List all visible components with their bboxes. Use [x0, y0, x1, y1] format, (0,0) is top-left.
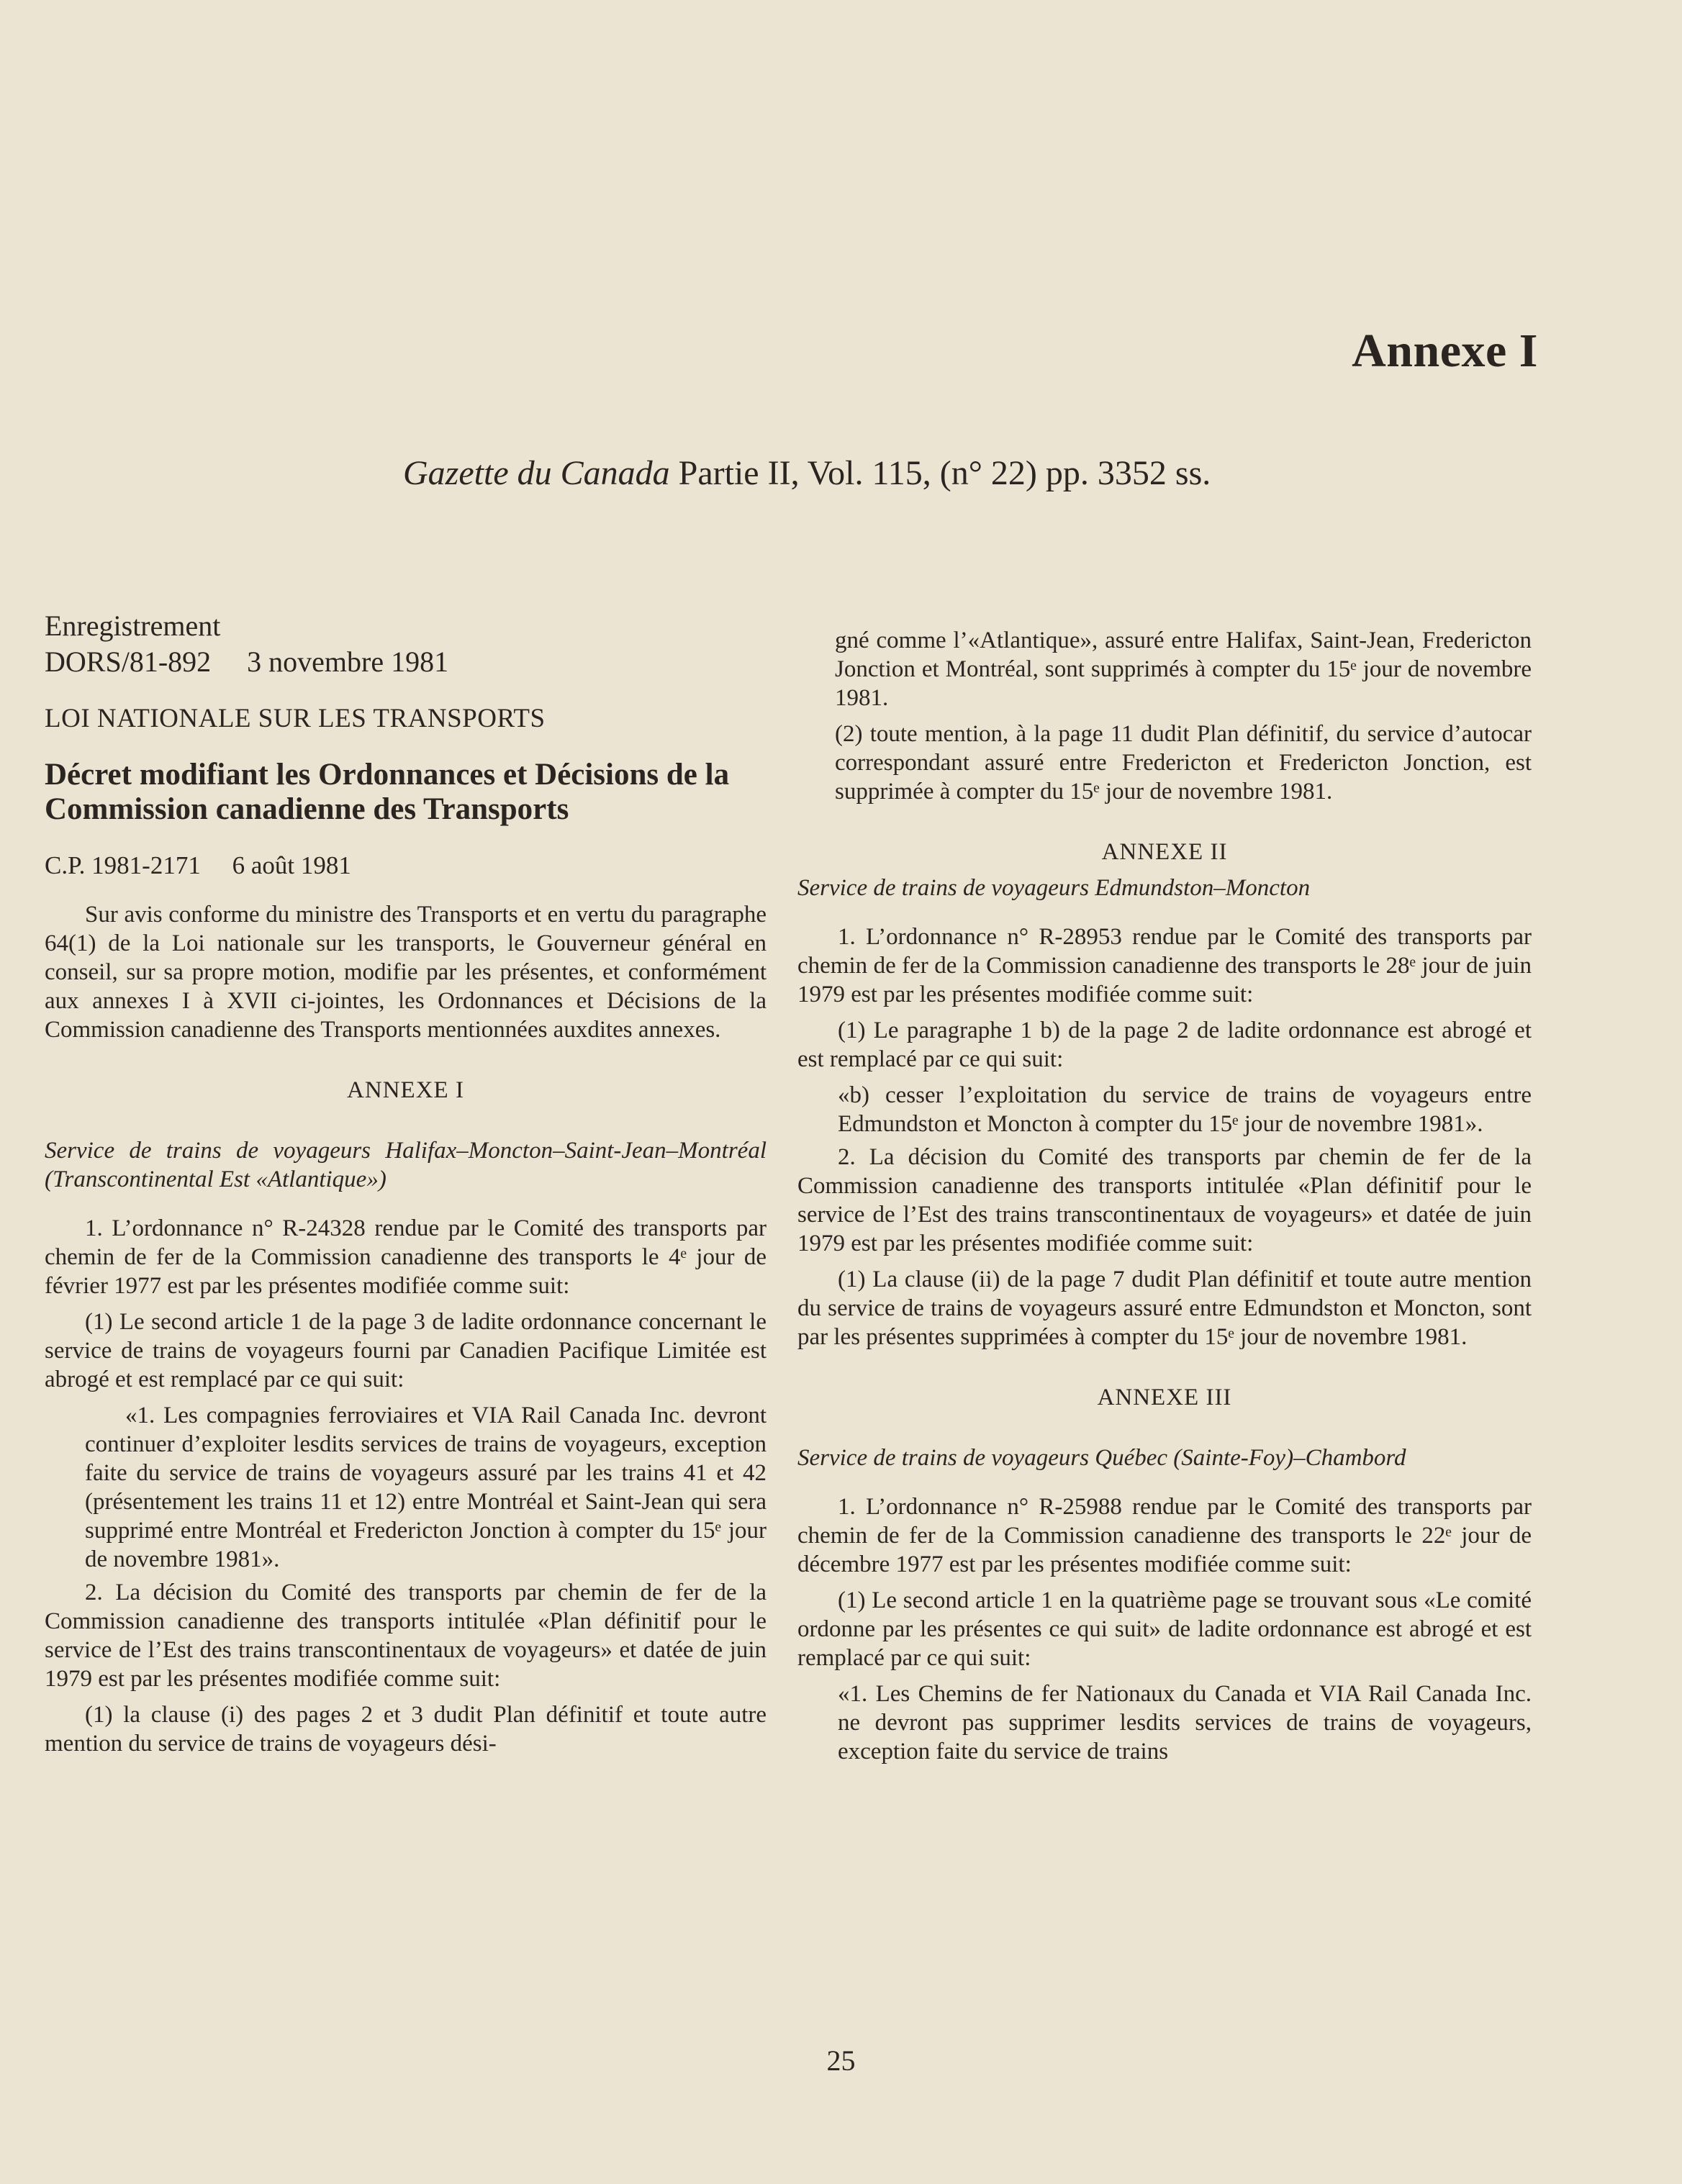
annexe-i-paragraph-1: 1. L’ordonnance n° R-24328 rendue par le Comité des transports par chemin de fer de la Commission canadienne des transports le 4ᵉ jour de février 1977 est par les présentes modifiée comme suit:: [45, 1215, 767, 1299]
annexe-heading: Annexe I: [1352, 325, 1538, 377]
annexe-i-paragraph-2-1: (1) la clause (i) des pages 2 et 3 dudit Plan définitif et toute autre mention du service de trains de voyageurs dési-: [45, 1702, 767, 1757]
annexe-iii-subtitle: Service de trains de voyageurs Québec (Sainte-Foy)–Chambord: [797, 1445, 1406, 1471]
annexe-i-quote: «1. Les compagnies ferroviaires et VIA Rail Canada Inc. devront continuer d’exploiter lesdits services de trains de voyageurs, exception faite du service de trains de voyageurs assuré par les trains 41 et 42 (présentement les trains 11 et 12) entre Montréal et Saint-Jean qui sera supprimé entre Montréal et Fredericton Jonction à compter du 15ᵉ jour de novembre 1981».: [85, 1403, 767, 1572]
annexe-iii-paragraph-1-1: (1) Le second article 1 en la quatrième page se trouvant sous «Le comité ordonne par les présentes ce qui suit» de ladite ordonnance est abrogé et est remplacé par ce qui suit:: [797, 1587, 1532, 1671]
annexe-iii-heading: ANNEXE III: [1097, 1385, 1232, 1410]
gazette-reference: [403, 453, 1211, 493]
annexe-i-paragraph-1-1: (1) Le second article 1 de la page 3 de ladite ordonnance concernant le service de trains de voyageurs fourni par Canadien Pacifique Limitée est abrogé et est remplacé par ce qui suit:: [45, 1309, 767, 1392]
page-number: 25: [826, 2044, 856, 2077]
order-title: Décret modifiant les Ordonnances et Décisions de la Commission canadienne des Transports: [45, 758, 730, 826]
annexe-ii-paragraph-2: 2. La décision du Comité des transports par chemin de fer de la Commission canadienne des transports intitulée «Plan définitif pour le service de l’Est des trains transcontinentaux de voyageurs» et datée de juin 1979 est par les présentes modifiée comme suit:: [797, 1144, 1532, 1256]
gazette-volume: Partie II, Vol. 115, (n° 22) pp. 3352 ss.: [669, 454, 1211, 492]
annexe-i-continuation: gné comme l’«Atlantique», assuré entre Halifax, Saint-Jean, Fredericton Jonction et Montréal, sont supprimés à compter du 15ᵉ jour de novembre 1981.: [835, 627, 1532, 711]
annexe-ii-paragraph-1-1: (1) Le paragraphe 1 b) de la page 2 de ladite ordonnance est abrogé et est remplacé par ce qui suit:: [797, 1018, 1532, 1072]
act-name: LOI NATIONALE SUR LES TRANSPORTS: [45, 704, 546, 733]
left-column: [45, 608, 767, 1758]
annexe-i-paragraph-2-2: (2) toute mention, à la page 11 dudit Plan définitif, du service d’autocar correspondant assuré entre Fredericton et Fredericton Jonction, est supprimée à compter du 15ᵉ jour de novembre 1981.: [835, 721, 1532, 805]
annexe-ii-paragraph-2-1: (1) La clause (ii) de la page 7 dudit Plan définitif et toute autre mention du service de trains de voyageurs assuré entre Edmundston et Moncton, sont par les présentes supprimées à compter du 15ᵉ jour de novembre 1981.: [797, 1267, 1532, 1350]
privy-council-number: C.P. 1981-2171 6 août 1981: [45, 851, 351, 879]
annexe-iii-quote: «1. Les Chemins de fer Nationaux du Canada et VIA Rail Canada Inc. ne devront pas supprimer lesdits services de trains de voyageurs, exception faite du service de trains: [838, 1681, 1532, 1764]
annexe-ii-quote: «b) cesser l’exploitation du service de trains de voyageurs entre Edmundston et Moncton à compter du 15ᵉ jour de novembre 1981».: [838, 1082, 1532, 1137]
right-column: [797, 626, 1532, 1766]
annexe-ii-subtitle: Service de trains de voyageurs Edmundston–Moncton: [797, 875, 1311, 901]
registration-label: Enregistrement: [45, 610, 221, 642]
annexe-i-paragraph-2: 2. La décision du Comité des transports par chemin de fer de la Commission canadienne des transports intitulée «Plan définitif pour le service de l’Est des trains transcontinentaux de voyageurs» et datée de juin 1979 est par les présentes modifiée comme suit:: [45, 1580, 767, 1692]
annexe-i-subtitle: Service de trains de voyageurs Halifax–Moncton–Saint-Jean–Montréal (Transcontinental Est «Atlantique»): [45, 1138, 767, 1192]
annexe-ii-paragraph-1: 1. L’ordonnance n° R-28953 rendue par le Comité des transports par chemin de fer de la Commission canadienne des transports le 28ᵉ jour de juin 1979 est par les présentes modifiée comme suit:: [797, 924, 1532, 1007]
registration-number: DORS/81-892 3 novembre 1981: [45, 645, 449, 678]
annexe-ii-heading: ANNEXE II: [1101, 839, 1228, 865]
annexe-i-heading: ANNEXE I: [347, 1077, 464, 1103]
intro-paragraph: Sur avis conforme du ministre des Transports et en vertu du paragraphe 64(1) de la Loi nationale sur les transports, le Gouverneur général en conseil, sur sa propre motion, modifie par les présentes, et conformément aux annexes I à XVII ci-jointes, les Ordonnances et Décisions de la Commission canadienne des Transports mentionnées auxdites annexes.: [45, 902, 767, 1043]
annexe-iii-paragraph-1: 1. L’ordonnance n° R-25988 rendue par le Comité des transports par chemin de fer de la Commission canadienne des transports le 22ᵉ jour de décembre 1977 est par les présentes modifiée comme suit:: [797, 1494, 1532, 1577]
gazette-title: Gazette du Canada: [403, 454, 670, 492]
